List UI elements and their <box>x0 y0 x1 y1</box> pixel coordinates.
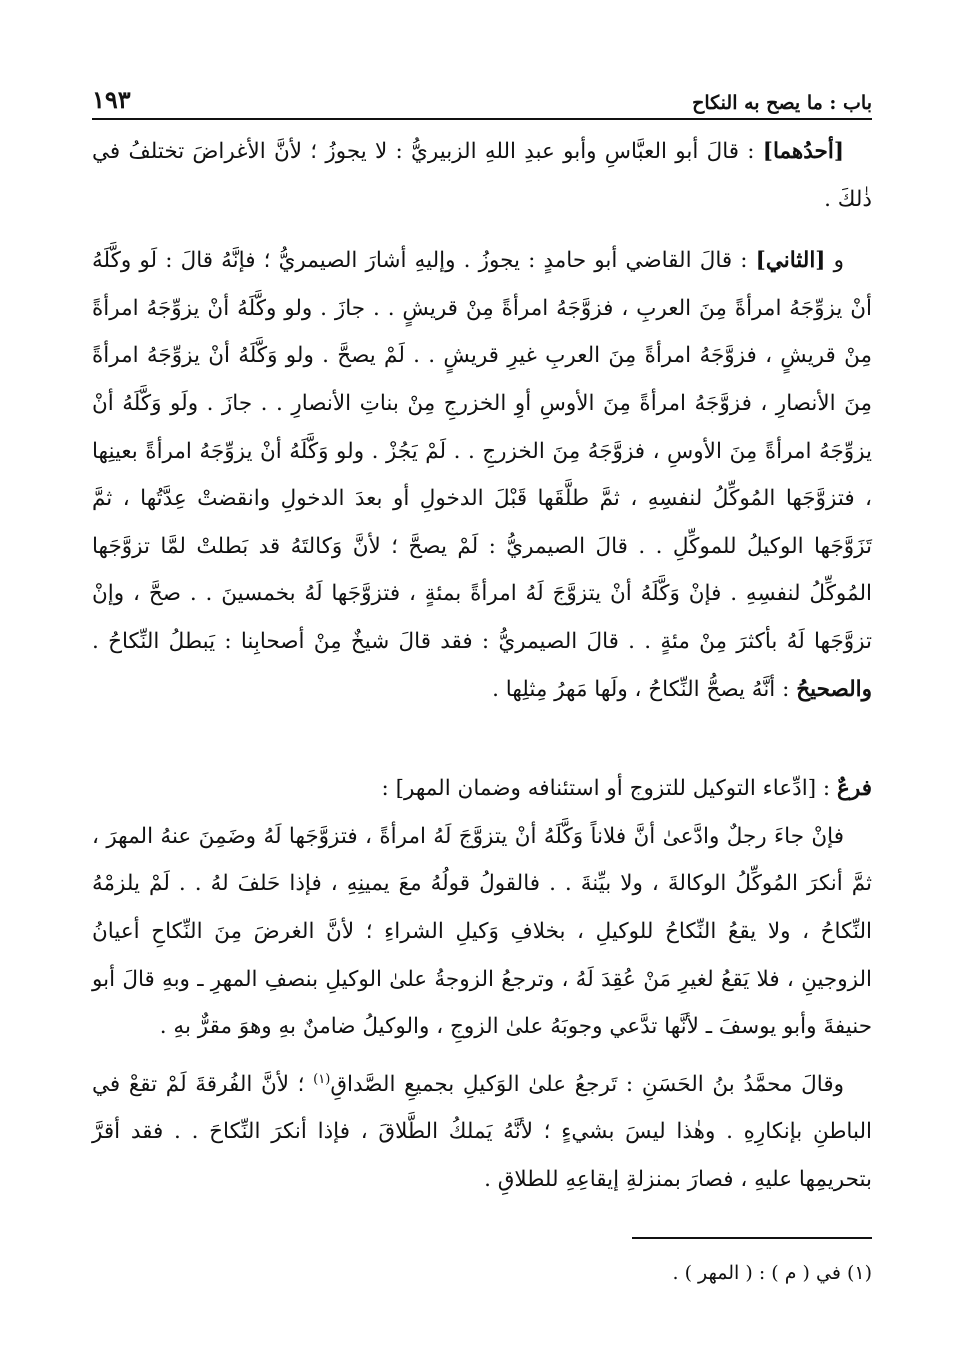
section-heading <box>92 765 872 813</box>
second-opinion-prefix: و <box>825 248 845 274</box>
branch-title: : [ادِّعاء التوكيل للتزوج أو استئنافه وضمان المهر] : <box>381 776 838 802</box>
page-header <box>92 78 872 120</box>
second-opinion-label: [الثاني] <box>755 248 826 274</box>
muhammad-opinion-text: وقالَ محمَّدُ بنُ الحَسَنِ : تَرجعُ علىٰ الوَكيلِ بجميعِ الصَّداقِ <box>330 1071 844 1097</box>
page-number: ١٩٣ <box>92 85 131 114</box>
branch-label: فرعٌ <box>837 776 872 802</box>
footnote-divider <box>632 1237 872 1239</box>
muhammad-opinion-tail: ؛ لأنَّ الفُرقةَ لَمْ تقعْ في الباطنِ بإنكارِهِ . وهٰذا ليسَ بشيءٍ ؛ لأنَّهُ يَملكُ الطَّلاقَ ، فإذا أنكرَ النِّكاحَ . . فقد أقرَّ بتحريمِها عليهِ ، فصارَ بمنزلةِ إيقاعِهِ للطلاقِ . <box>92 1071 872 1192</box>
second-opinion-text: : قالَ القاضي أبو حامدٍ : يجوزُ . وإليهِ أشارَ الصيمريُّ ؛ فإنَّهُ قالَ : لَو وكَّلَهُ أنْ يزوِّجَهُ امرأةً مِنَ العربِ ، فزوَّجَهُ امرأةً مِنْ قريشٍ . . جازَ . ولو وكَّلَهُ أنْ يزوِّجَهُ امرأةً مِنْ قريشٍ ، فزوَّجَهُ امرأةً مِنَ العربِ غيرِ قريشٍ . . لَمْ يصحَّ . ولو وَكَّلَهُ أنْ يزوِّجَهُ امرأةً مِنَ الأنصارِ ، فزوَّجَهُ امرأةً مِنَ الأوسِ أوِ الخزرجِ مِنْ بناتِ الأنصارِ . . جازَ . ولَو وَكَّلَهُ أنْ يزوِّجَهُ امرأةً مِنَ الأوسِ ، فزوَّجَهُ مِنَ الخزرجِ . . لَمْ يَجُزْ . ولو وَكَّلَهُ أنْ يزوِّجَهُ امرأةً بعينِها ، فتزوَّجَها المُوكِّلُ لنفسِهِ ، ثمَّ طلَّقَها قَبْلَ الدخولِ أو بعدَ الدخولِ وانقضتْ عِدَّتُها ، ثمَّ تَزَوَّجَها الوكيلُ للموكِّلِ . . قالَ الصيمريُّ : لَمْ يصحَّ ؛ لأنَّ وَكالتَهُ قد بَطلتْ لمَّا تزوَّجَها المُوكِّلُ لنفسِهِ . فإنْ وَكَّلَهُ أنْ يتزوَّجَ لَهُ امرأةً بمئةٍ ، فتزوَّجَها لَهُ بخمسينَ . . صحَّ ، وإنْ تزوَّجَها لَهُ بأكثرَ مِنْ مئةٍ . . قالَ الصيمريُّ : فقد قالَ شيخٌ مِنْ أصحابِنا : يَبطلُ النِّكاحُ . <box>92 248 872 654</box>
main-text <box>92 128 872 1203</box>
correct-view-label: والصحيحُ <box>796 676 872 702</box>
paragraph-agent-claim: فإنْ جاءَ رجلٌ وادَّعىٰ أنَّ فلاناً وَكَّلَهُ أنْ يتزوَّجَ لَهُ امرأةً ، فتزوَّجَها لَهُ وضَمِنَ عنهُ المهرَ ، ثمَّ أنكرَ المُوكِّلُ الوكالةَ ، ولا بيِّنةَ . . فالقولُ قولُهُ معَ يمينِهِ ، فإذا حَلفَ لهُ . . لَمْ يلزمْهُ النِّكاحُ ، ولا يقعُ النِّكاحُ للوكيلِ ، بخلافِ وَكيلِ الشراءِ ؛ لأنَّ الغرضَ مِنَ النِّكاحِ أعيانُ الزوجينِ ، فلا يَقعُ لغيرِ مَنْ عُقِدَ لَهُ ، وترجعُ الزوجةُ علىٰ الوكيلِ بنصفِ المهرِ ـ وبهِ قالَ أبو حنيفةَ وأبو يوسفَ ـ لأنَّها تدَّعي وجوبَهُ علىٰ الزوجِ ، والوكيلُ ضامنٌ بهِ وهوَ مقرٌّ بهِ . <box>92 823 872 1040</box>
running-head: باب : ما يصح به النكاح <box>692 92 872 114</box>
paragraph-first-opinion <box>92 128 872 223</box>
paragraph-second-opinion <box>92 237 872 713</box>
first-opinion-label: [أحدُهما] <box>762 139 844 164</box>
correct-view-text: : أنَّهُ يصحُّ النِّكاحُ ، ولَها مَهرُ مِثلِها . <box>492 676 797 702</box>
first-opinion-text: : قالَ أبو العبَّاسِ وأبو عبدِ اللهِ الزبيريُّ : لا يجوزُ ؛ لأنَّ الأغراضَ تختلفُ في ذٰلكَ . <box>92 139 872 212</box>
footnote: (١) في ( م ) : ( المهر ) . <box>672 1262 872 1284</box>
paragraph-muhammad-opinion <box>92 1061 872 1204</box>
footnote-reference: (١) <box>313 1071 331 1087</box>
